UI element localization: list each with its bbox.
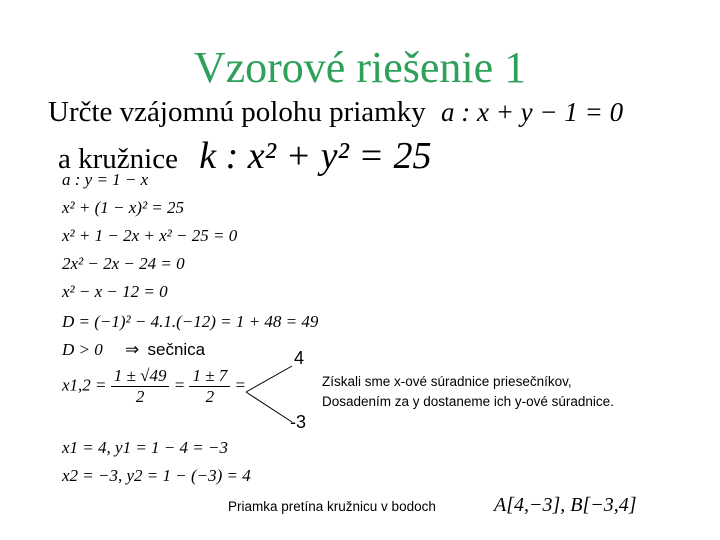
discriminant-row [62,340,205,360]
step-3: x² + 1 − 2x + x² − 25 = 0 [62,226,238,245]
step-2: x² + (1 − x)² = 25 [62,198,185,217]
task-line-1 [48,96,623,129]
root-value-bottom: -3 [290,412,307,432]
point-2: x2 = −3, y2 = 1 − (−3) = 4 [62,466,251,485]
roots-formula: x1,2 = $\frac{1 \pm √49}{2}$ = $\frac{1 \pm 7}{2}$ = [62,366,247,406]
note-line-2: Dosadením za y dostaneme ich y-ové súradnice. [322,394,614,409]
line-equation: a : x + y − 1 = 0 [440,97,624,127]
task-text-2: a kružnice [58,143,178,175]
point-1: x1 = 4, y1 = 1 − 4 = −3 [62,438,228,457]
page-title: Vzorové riešenie 1 [193,43,527,92]
discriminant-result: sečnica [147,340,206,359]
step-1: a : y = 1 − x [62,170,149,189]
branch-lines [240,352,320,442]
circle-equation: k : x² + y² = 25 [199,135,432,177]
discriminant-condition: D > 0 [62,340,103,359]
step-6: D = (−1)² − 4.1.(−12) = 1 + 48 = 49 [62,312,319,331]
task-text-1: Určte vzájomnú polohu priamky [48,96,426,128]
conclusion-points: A[4,−3], B[−3,4] [494,494,637,516]
step-5: x² − x − 12 = 0 [62,282,168,301]
conclusion-text: Priamka pretína kružnicu v bodoch [228,499,436,514]
step-4: 2x² − 2x − 24 = 0 [62,254,185,273]
note-line-1: Získali sme x-ové súradnice priesečníkov, [322,374,572,389]
root-value-top: 4 [294,348,305,368]
roots-fraction-2: $\frac{1 \pm 7}{2}$ [189,366,230,407]
roots-fraction-1: $\frac{1 \pm √49}{2}$ [111,366,170,407]
roots-lhs: x1,2 = [62,375,107,395]
implies-arrow: ⇒ [125,340,140,359]
